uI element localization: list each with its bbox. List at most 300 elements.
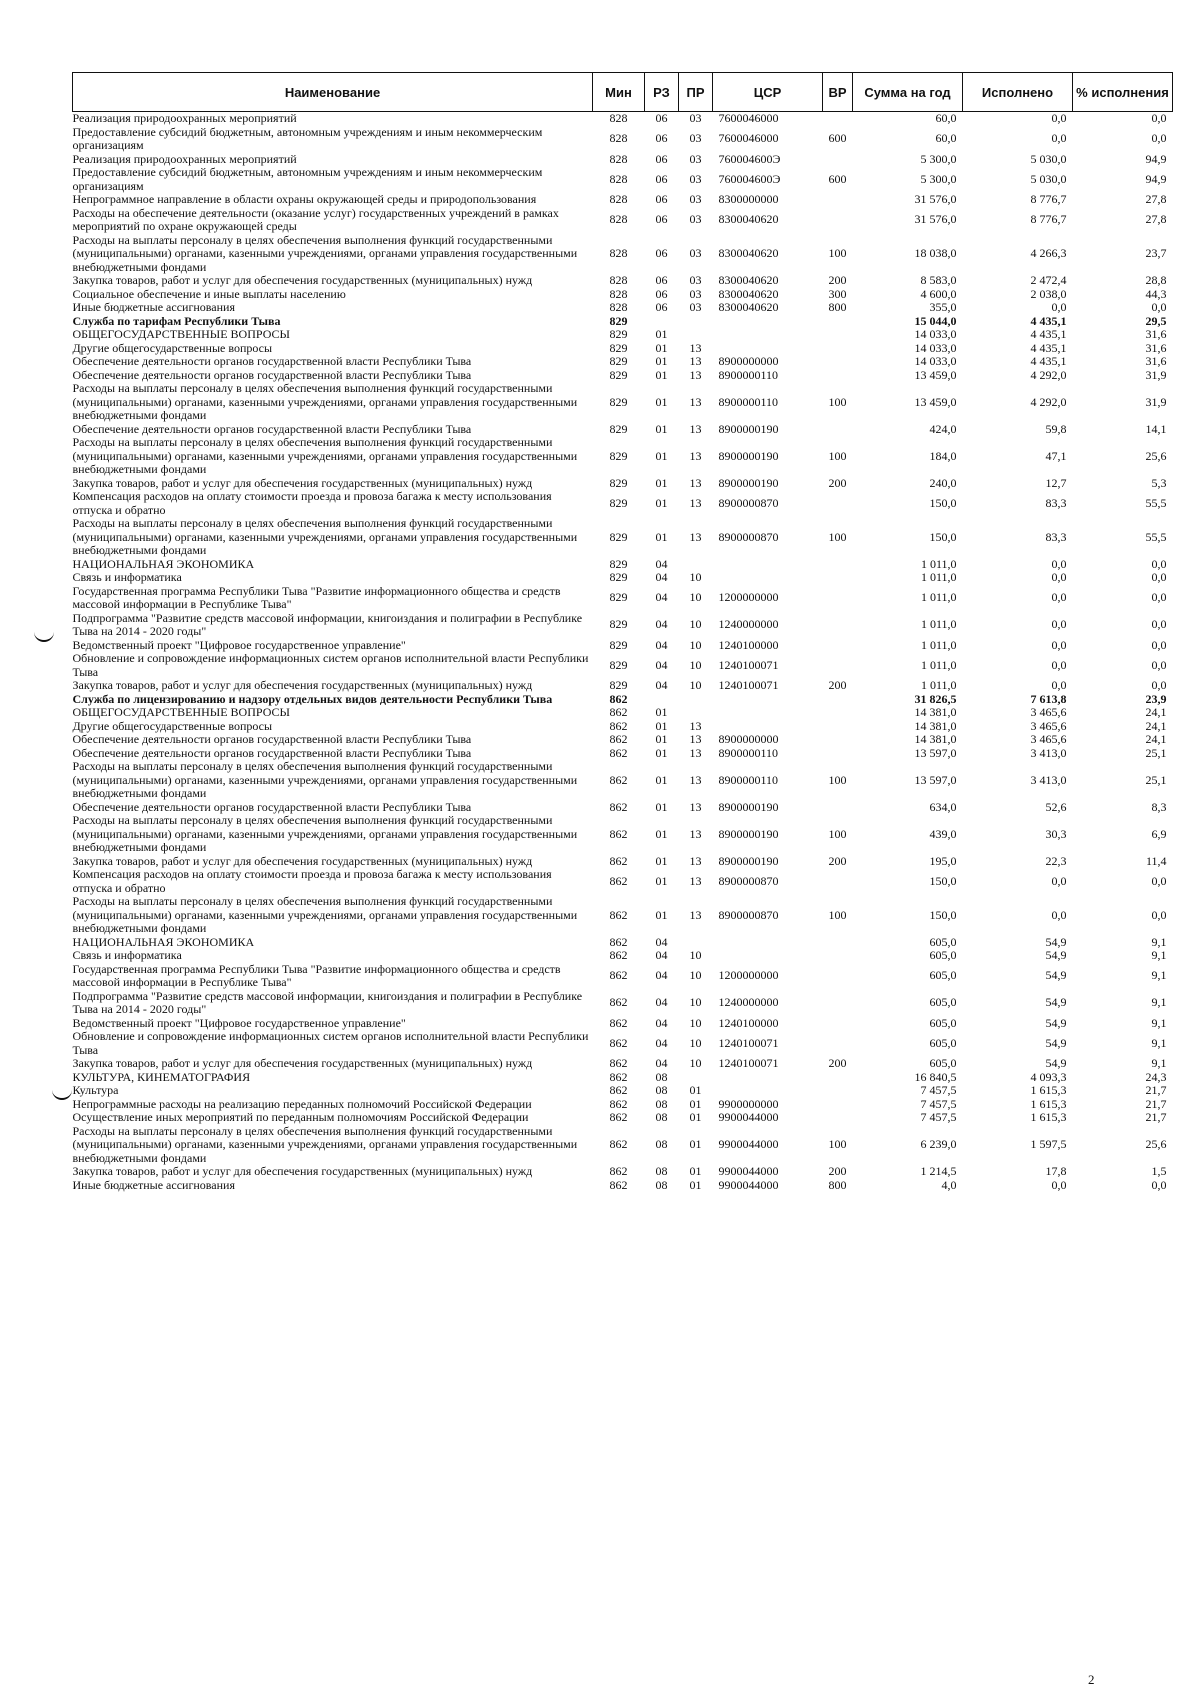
cell-pr: 13 bbox=[689, 394, 702, 409]
cell-name: Государственная программа Республики Тыва "Развитие информационного общества и средств массовой информации в Республике Тыва" bbox=[72, 583, 561, 611]
cell-min: 828 bbox=[609, 111, 628, 125]
cell-done: 3 465,6 bbox=[1030, 705, 1067, 719]
table-row bbox=[73, 1057, 1173, 1071]
cell-vr: 100 bbox=[828, 1137, 847, 1151]
cell-rz: 04 bbox=[655, 657, 668, 672]
cell-min: 862 bbox=[609, 1083, 628, 1097]
table-row bbox=[73, 1125, 1173, 1166]
cell-min: 829 bbox=[609, 327, 628, 341]
cell-csr: 1240100071 bbox=[718, 678, 779, 692]
cell-name: Расходы на обеспечение деятельности (оказание услуг) государственных учреждений в рамках мероприятий по охране окружающей среды bbox=[72, 205, 559, 233]
cell-rz: 06 bbox=[655, 212, 668, 227]
cell-pct: 21,7 bbox=[1145, 1110, 1167, 1124]
cell-rz: 04 bbox=[655, 968, 668, 983]
cell-vr bbox=[823, 990, 853, 1017]
cell-sum: 31 826,5 bbox=[914, 691, 957, 706]
cell-pr: 13 bbox=[689, 448, 702, 463]
cell-min: 828 bbox=[609, 273, 628, 287]
cell-pct: 25,6 bbox=[1145, 448, 1167, 463]
cell-rz: 06 bbox=[655, 273, 668, 287]
cell-min: 829 bbox=[609, 678, 628, 692]
cell-sum: 5 300,0 bbox=[920, 151, 957, 166]
cell-sum: 1 011,0 bbox=[920, 657, 957, 672]
cell-min: 862 bbox=[609, 1015, 628, 1030]
cell-sum: 13 597,0 bbox=[914, 772, 957, 787]
cell-rz: 08 bbox=[655, 1177, 668, 1192]
table-row bbox=[73, 895, 1173, 936]
cell-pct: 21,7 bbox=[1145, 1083, 1167, 1097]
cell-name: Непрограммные расходы на реализацию переданных полномочий Российской Федерации bbox=[72, 1096, 532, 1111]
cell-vr bbox=[823, 490, 853, 517]
cell-pr: 13 bbox=[689, 421, 702, 436]
cell-vr: 100 bbox=[828, 246, 847, 260]
table-row bbox=[73, 166, 1173, 193]
cell-pr: 13 bbox=[689, 354, 702, 368]
cell-pr: 03 bbox=[689, 246, 702, 260]
cell-pr: 13 bbox=[689, 340, 702, 355]
cell-csr: 8900000190 bbox=[718, 826, 779, 841]
cell-name: Ведомственный проект "Цифровое государственное управление" bbox=[72, 1015, 406, 1030]
cell-done: 83,3 bbox=[1045, 529, 1067, 544]
cell-name: Расходы на выплаты персоналу в целях обеспечения выполнения функций государственными (муниципальными) органами, казенными учреждениями, органами управления государственными внебюджетными фондами bbox=[72, 759, 578, 800]
cell-vr bbox=[823, 207, 853, 234]
cell-vr bbox=[823, 801, 853, 815]
cell-pr: 10 bbox=[689, 1056, 702, 1070]
cell-rz: 08 bbox=[655, 1096, 668, 1111]
cell-vr bbox=[823, 706, 853, 720]
table-row bbox=[73, 153, 1173, 167]
table-row bbox=[73, 1179, 1173, 1193]
cell-pct: 0,0 bbox=[1151, 590, 1167, 605]
cell-sum: 4,0 bbox=[941, 1177, 957, 1192]
cell-done: 54,9 bbox=[1045, 948, 1067, 962]
cell-vr bbox=[823, 1098, 853, 1112]
cell-name: Расходы на выплаты персоналу в целях обеспечения выполнения функций государственными (муниципальными) органами, казенными учреждениями, органами управления государственными внебюджетными фондами bbox=[72, 813, 578, 854]
cell-rz: 01 bbox=[655, 705, 668, 719]
cell-pct: 11,4 bbox=[1145, 853, 1167, 868]
table-row bbox=[73, 1098, 1173, 1112]
cell-min: 829 bbox=[609, 475, 628, 490]
cell-done: 0,0 bbox=[1051, 657, 1067, 672]
cell-name: Подпрограмма "Развитие средств массовой информации, книгоиздания и полиграфии в Республике Тыва на 2014 - 2020 годы" bbox=[72, 988, 583, 1016]
header-rz: РЗ bbox=[645, 73, 679, 112]
cell-rz: 04 bbox=[655, 637, 668, 652]
cell-min: 862 bbox=[609, 691, 628, 706]
cell-done: 1 597,5 bbox=[1030, 1137, 1067, 1151]
table-row bbox=[73, 1111, 1173, 1125]
cell-csr bbox=[713, 315, 823, 329]
cell-pr: 10 bbox=[689, 570, 702, 584]
cell-done: 3 465,6 bbox=[1030, 732, 1067, 746]
cell-vr bbox=[823, 639, 853, 653]
table-row bbox=[73, 342, 1173, 356]
cell-rz: 08 bbox=[655, 1069, 668, 1084]
cell-min: 862 bbox=[609, 948, 628, 962]
cell-rz: 01 bbox=[655, 448, 668, 463]
cell-min: 829 bbox=[609, 556, 628, 571]
cell-min: 862 bbox=[609, 968, 628, 983]
cell-pr: 13 bbox=[689, 873, 702, 888]
cell-sum: 1 011,0 bbox=[920, 617, 957, 632]
cell-pr: 03 bbox=[689, 151, 702, 166]
cell-pr: 03 bbox=[689, 273, 702, 287]
cell-name: Иные бюджетные ассигнования bbox=[72, 300, 235, 314]
table-row bbox=[73, 301, 1173, 315]
table-row bbox=[73, 126, 1173, 153]
table-row bbox=[73, 436, 1173, 477]
cell-name: Обеспечение деятельности органов государственной власти Республики Тыва bbox=[72, 367, 472, 382]
cell-pct: 14,1 bbox=[1145, 421, 1167, 436]
cell-done: 5 030,0 bbox=[1030, 151, 1067, 166]
table-row bbox=[73, 193, 1173, 207]
cell-done: 59,8 bbox=[1045, 421, 1067, 436]
cell-vr bbox=[823, 193, 853, 207]
cell-name: Государственная программа Республики Тыва "Развитие информационного общества и средств массовой информации в Республике Тыва" bbox=[72, 961, 561, 989]
table-row bbox=[73, 234, 1173, 275]
cell-done: 83,3 bbox=[1045, 495, 1067, 510]
table-body bbox=[73, 112, 1173, 1193]
table-row bbox=[73, 1017, 1173, 1031]
cell-done: 52,6 bbox=[1045, 799, 1067, 814]
table-row bbox=[73, 355, 1173, 369]
cell-vr: 100 bbox=[828, 529, 847, 544]
cell-vr: 200 bbox=[828, 678, 847, 692]
cell-pr bbox=[679, 558, 713, 572]
cell-csr: 8900000110 bbox=[718, 394, 779, 409]
cell-name: Связь и информатика bbox=[72, 570, 182, 584]
cell-csr bbox=[713, 571, 823, 585]
cell-min: 862 bbox=[609, 995, 628, 1010]
cell-vr bbox=[823, 571, 853, 585]
cell-min: 862 bbox=[609, 1069, 628, 1084]
cell-rz: 04 bbox=[655, 1035, 668, 1050]
table-row bbox=[73, 990, 1173, 1017]
cell-vr bbox=[823, 693, 853, 707]
cell-pct: 0,0 bbox=[1151, 907, 1167, 922]
cell-vr bbox=[823, 720, 853, 734]
cell-sum: 605,0 bbox=[929, 995, 957, 1010]
cell-sum: 150,0 bbox=[929, 529, 957, 544]
cell-rz: 06 bbox=[655, 300, 668, 314]
cell-pct: 24,3 bbox=[1145, 1069, 1167, 1084]
table-header bbox=[73, 73, 1173, 112]
cell-done: 0,0 bbox=[1051, 873, 1067, 888]
cell-csr: 9900044000 bbox=[718, 1177, 779, 1192]
cell-pct: 28,8 bbox=[1145, 273, 1167, 287]
cell-rz: 06 bbox=[655, 246, 668, 260]
cell-vr: 200 bbox=[828, 1056, 847, 1070]
cell-pr: 13 bbox=[689, 745, 702, 760]
header-vr: ВР bbox=[823, 73, 853, 112]
cell-pct: 25,1 bbox=[1145, 745, 1167, 760]
cell-pr: 03 bbox=[689, 192, 702, 206]
cell-done: 54,9 bbox=[1045, 968, 1067, 983]
cell-vr bbox=[823, 652, 853, 679]
cell-vr bbox=[823, 342, 853, 356]
cell-pct: 0,0 bbox=[1151, 873, 1167, 888]
cell-csr bbox=[713, 1084, 823, 1098]
cell-min: 829 bbox=[609, 657, 628, 672]
cell-min: 862 bbox=[609, 732, 628, 746]
cell-csr bbox=[713, 936, 823, 950]
cell-rz: 01 bbox=[655, 873, 668, 888]
cell-min: 862 bbox=[609, 826, 628, 841]
cell-csr: 1200000000 bbox=[718, 590, 779, 605]
header-name: Наименование bbox=[73, 73, 593, 112]
cell-rz: 01 bbox=[655, 826, 668, 841]
cell-csr: 9900044000 bbox=[718, 1137, 779, 1151]
cell-vr bbox=[823, 612, 853, 639]
cell-done: 54,9 bbox=[1045, 995, 1067, 1010]
cell-name: КУЛЬТУРА, КИНЕМАТОГРАФИЯ bbox=[72, 1069, 251, 1084]
cell-rz: 04 bbox=[655, 995, 668, 1010]
table-row bbox=[73, 652, 1173, 679]
cell-pct: 25,1 bbox=[1145, 772, 1167, 787]
cell-csr: 8900000870 bbox=[718, 873, 779, 888]
cell-pr: 13 bbox=[689, 529, 702, 544]
cell-pct: 9,1 bbox=[1151, 934, 1167, 949]
table-row bbox=[73, 490, 1173, 517]
cell-done: 4 093,3 bbox=[1030, 1069, 1067, 1084]
cell-pct: 0,0 bbox=[1151, 637, 1167, 652]
header-pr: ПР bbox=[679, 73, 713, 112]
cell-done: 0,0 bbox=[1051, 907, 1067, 922]
cell-pct: 9,1 bbox=[1151, 968, 1167, 983]
table-row bbox=[73, 963, 1173, 990]
cell-rz: 08 bbox=[655, 1137, 668, 1151]
cell-sum: 18 038,0 bbox=[914, 246, 957, 260]
cell-min: 829 bbox=[609, 354, 628, 368]
cell-min: 862 bbox=[609, 1056, 628, 1070]
cell-name: Обеспечение деятельности органов государственной власти Республики Тыва bbox=[72, 732, 472, 746]
cell-pr bbox=[679, 693, 713, 707]
cell-pct: 23,9 bbox=[1145, 691, 1167, 706]
cell-csr bbox=[713, 1071, 823, 1085]
table-row bbox=[73, 693, 1173, 707]
cell-pr: 03 bbox=[689, 171, 702, 186]
cell-csr: 8300000000 bbox=[718, 192, 779, 206]
cell-min: 862 bbox=[609, 772, 628, 787]
cell-done: 47,1 bbox=[1045, 448, 1067, 463]
cell-pr: 13 bbox=[689, 799, 702, 814]
cell-csr: 9900044000 bbox=[718, 1110, 779, 1124]
cell-csr: 8900000000 bbox=[718, 354, 779, 368]
cell-min: 862 bbox=[609, 718, 628, 733]
cell-csr bbox=[713, 328, 823, 342]
cell-pr: 13 bbox=[689, 475, 702, 490]
cell-pct: 31,9 bbox=[1145, 367, 1167, 382]
cell-done: 1 615,3 bbox=[1030, 1083, 1067, 1097]
cell-sum: 1 011,0 bbox=[920, 678, 957, 692]
cell-vr bbox=[823, 963, 853, 990]
cell-name: Обеспечение деятельности органов государственной власти Республики Тыва bbox=[72, 421, 472, 436]
cell-done: 0,0 bbox=[1051, 300, 1067, 314]
table-row bbox=[73, 1030, 1173, 1057]
cell-pr: 01 bbox=[689, 1096, 702, 1111]
table-row bbox=[73, 814, 1173, 855]
cell-csr: 8900000190 bbox=[718, 799, 779, 814]
cell-vr bbox=[823, 153, 853, 167]
cell-name: НАЦИОНАЛЬНАЯ ЭКОНОМИКА bbox=[72, 556, 255, 571]
cell-csr: 1240000000 bbox=[718, 995, 779, 1010]
cell-sum: 605,0 bbox=[929, 1056, 957, 1070]
cell-pct: 94,9 bbox=[1145, 151, 1167, 166]
cell-csr: 760004600Э bbox=[718, 171, 781, 186]
cell-name: Социальное обеспечение и иные выплаты населению bbox=[72, 286, 346, 301]
cell-done: 3 413,0 bbox=[1030, 745, 1067, 760]
cell-csr: 1200000000 bbox=[718, 968, 779, 983]
cell-pct: 27,8 bbox=[1145, 192, 1167, 206]
cell-sum: 439,0 bbox=[929, 826, 957, 841]
cell-done: 5 030,0 bbox=[1030, 171, 1067, 186]
cell-done: 7 613,8 bbox=[1030, 691, 1067, 706]
cell-done: 4 435,1 bbox=[1030, 313, 1067, 328]
cell-name: Предоставление субсидий бюджетным, автономным учреждениям и иным некоммерческим организациям bbox=[72, 165, 543, 193]
table-row bbox=[73, 369, 1173, 383]
cell-rz: 06 bbox=[655, 286, 668, 301]
cell-name: Связь и информатика bbox=[72, 948, 182, 962]
cell-min: 829 bbox=[609, 570, 628, 584]
cell-pct: 55,5 bbox=[1145, 529, 1167, 544]
cell-min: 862 bbox=[609, 853, 628, 868]
cell-done: 4 435,1 bbox=[1030, 354, 1067, 368]
cell-rz: 06 bbox=[655, 192, 668, 206]
cell-vr: 200 bbox=[828, 1164, 847, 1178]
cell-name: Компенсация расходов на оплату стоимости проезда и провоза багажа к месту использования отпуска и обратно bbox=[72, 489, 552, 517]
cell-csr: 8900000110 bbox=[718, 367, 779, 382]
cell-min: 828 bbox=[609, 192, 628, 206]
cell-done: 17,8 bbox=[1045, 1164, 1067, 1178]
cell-sum: 150,0 bbox=[929, 495, 957, 510]
cell-pct: 31,6 bbox=[1145, 327, 1167, 341]
cell-name: Обновление и сопровождение информационных систем органов исполнительной власти Республики Тыва bbox=[72, 651, 589, 679]
cell-vr bbox=[823, 112, 853, 126]
cell-sum: 60,0 bbox=[935, 111, 957, 125]
cell-vr: 800 bbox=[828, 300, 847, 314]
cell-done: 4 266,3 bbox=[1030, 246, 1067, 260]
cell-vr bbox=[823, 1030, 853, 1057]
cell-name: Другие общегосударственные вопросы bbox=[72, 718, 273, 733]
cell-sum: 14 033,0 bbox=[914, 354, 957, 368]
header-sum: Сумма на год bbox=[853, 73, 963, 112]
cell-done: 3 413,0 bbox=[1030, 772, 1067, 787]
cell-name: Закупка товаров, работ и услуг для обеспечения государственных (муниципальных) нужд bbox=[72, 1164, 533, 1178]
cell-done: 0,0 bbox=[1051, 617, 1067, 632]
page-number: 2 bbox=[1088, 1672, 1095, 1687]
cell-rz: 01 bbox=[655, 475, 668, 490]
table-row bbox=[73, 315, 1173, 329]
scan-artifact-mark bbox=[52, 1088, 72, 1100]
header-csr: ЦСР bbox=[713, 73, 823, 112]
cell-done: 30,3 bbox=[1045, 826, 1067, 841]
cell-rz: 01 bbox=[655, 421, 668, 436]
cell-vr bbox=[823, 328, 853, 342]
table-row bbox=[73, 558, 1173, 572]
cell-sum: 14 381,0 bbox=[914, 718, 957, 733]
cell-pct: 27,8 bbox=[1145, 212, 1167, 227]
cell-pct: 0,0 bbox=[1151, 556, 1167, 571]
cell-pct: 0,0 bbox=[1151, 300, 1167, 314]
cell-done: 0,0 bbox=[1051, 637, 1067, 652]
cell-pct: 25,6 bbox=[1145, 1137, 1167, 1151]
cell-min: 862 bbox=[609, 1110, 628, 1124]
cell-min: 862 bbox=[609, 1177, 628, 1192]
cell-sum: 8 583,0 bbox=[920, 273, 957, 287]
cell-name: Закупка товаров, работ и услуг для обеспечения государственных (муниципальных) нужд bbox=[72, 853, 533, 868]
cell-name: Обеспечение деятельности органов государственной власти Республики Тыва bbox=[72, 354, 472, 368]
cell-rz: 01 bbox=[655, 745, 668, 760]
cell-vr: 100 bbox=[828, 826, 847, 841]
cell-rz: 06 bbox=[655, 151, 668, 166]
cell-done: 1 615,3 bbox=[1030, 1096, 1067, 1111]
cell-vr bbox=[823, 315, 853, 329]
cell-rz: 06 bbox=[655, 131, 668, 146]
cell-vr bbox=[823, 369, 853, 383]
cell-sum: 1 011,0 bbox=[920, 637, 957, 652]
cell-sum: 7 457,5 bbox=[920, 1096, 957, 1111]
cell-rz: 01 bbox=[655, 853, 668, 868]
cell-rz: 01 bbox=[655, 354, 668, 368]
cell-min: 829 bbox=[609, 637, 628, 652]
cell-sum: 31 576,0 bbox=[914, 212, 957, 227]
cell-rz: 04 bbox=[655, 570, 668, 584]
cell-pct: 9,1 bbox=[1151, 948, 1167, 962]
cell-pct: 9,1 bbox=[1151, 1056, 1167, 1070]
cell-sum: 150,0 bbox=[929, 873, 957, 888]
table-row bbox=[73, 585, 1173, 612]
cell-csr: 7600046000 bbox=[718, 111, 779, 125]
cell-rz: 01 bbox=[655, 529, 668, 544]
cell-rz: 01 bbox=[655, 907, 668, 922]
cell-name: Иные бюджетные ассигнования bbox=[72, 1177, 235, 1192]
cell-min: 862 bbox=[609, 1096, 628, 1111]
cell-pct: 23,7 bbox=[1145, 246, 1167, 260]
cell-pr: 13 bbox=[689, 907, 702, 922]
cell-done: 0,0 bbox=[1051, 111, 1067, 125]
cell-rz: 04 bbox=[655, 1015, 668, 1030]
cell-pr: 13 bbox=[689, 367, 702, 382]
cell-rz: 08 bbox=[655, 1110, 668, 1124]
cell-min: 862 bbox=[609, 1137, 628, 1151]
cell-min: 828 bbox=[609, 131, 628, 146]
cell-pr: 10 bbox=[689, 1035, 702, 1050]
cell-pr: 03 bbox=[689, 131, 702, 146]
cell-done: 0,0 bbox=[1051, 131, 1067, 146]
table-row bbox=[73, 1165, 1173, 1179]
cell-csr: 8300040620 bbox=[718, 300, 779, 314]
cell-csr: 9900000000 bbox=[718, 1096, 779, 1111]
cell-pct: 29,5 bbox=[1145, 313, 1167, 328]
cell-pct: 9,1 bbox=[1151, 1035, 1167, 1050]
cell-rz: 01 bbox=[655, 718, 668, 733]
cell-vr: 100 bbox=[828, 772, 847, 787]
cell-done: 54,9 bbox=[1045, 1015, 1067, 1030]
cell-csr: 1240000000 bbox=[718, 617, 779, 632]
cell-min: 829 bbox=[609, 313, 628, 328]
table-row bbox=[73, 679, 1173, 693]
cell-vr bbox=[823, 868, 853, 895]
cell-vr bbox=[823, 585, 853, 612]
cell-done: 0,0 bbox=[1051, 678, 1067, 692]
cell-csr: 1240100000 bbox=[718, 637, 779, 652]
cell-min: 829 bbox=[609, 617, 628, 632]
cell-sum: 7 457,5 bbox=[920, 1110, 957, 1124]
cell-pct: 9,1 bbox=[1151, 1015, 1167, 1030]
cell-sum: 14 381,0 bbox=[914, 732, 957, 746]
cell-sum: 184,0 bbox=[929, 448, 957, 463]
cell-vr bbox=[823, 355, 853, 369]
cell-csr: 8900000870 bbox=[718, 529, 779, 544]
